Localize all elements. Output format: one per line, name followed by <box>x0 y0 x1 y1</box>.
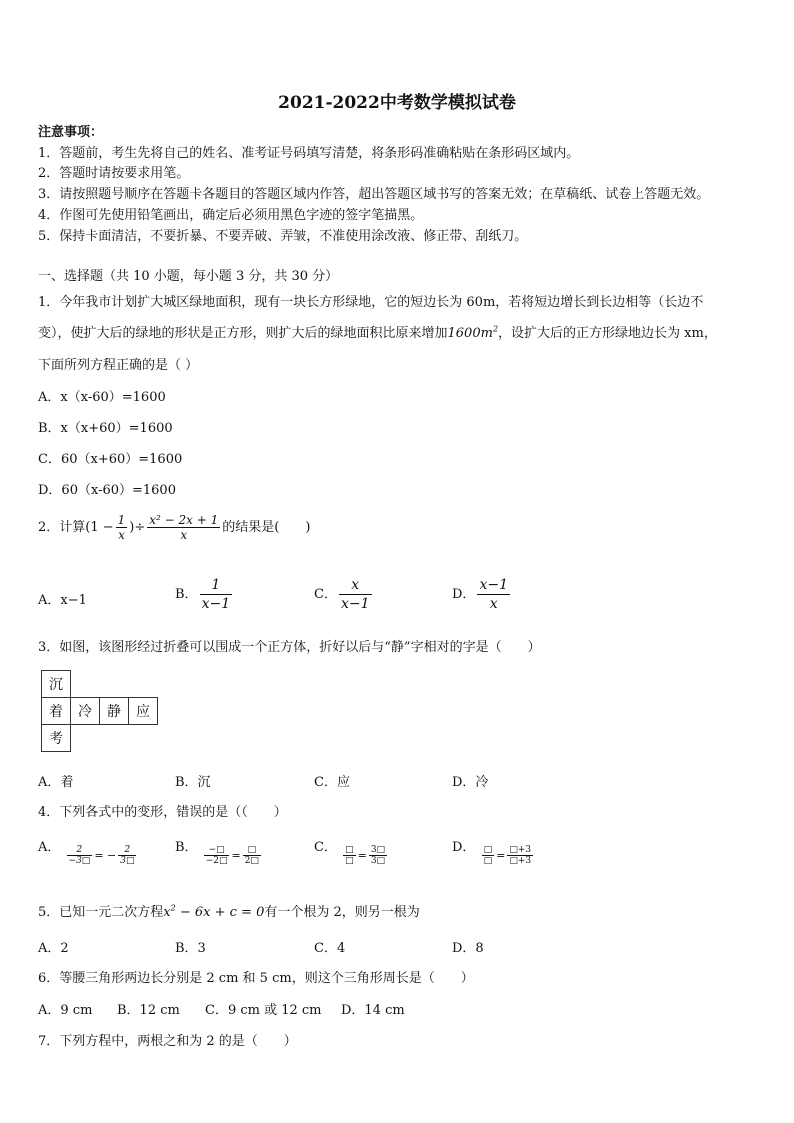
q2-option-d-fraction: $\frac{x-1}{x}$ <box>479 577 508 612</box>
q5-equation: $x^2 - 6x + c = 0$ <box>163 903 265 920</box>
q4-a-left-fraction: $\frac{2}{-3□}$ <box>68 845 91 866</box>
q2-option-a: A．x−1 <box>38 593 87 608</box>
page-title: 2021-2022中考数学模拟试卷 <box>278 93 516 113</box>
q6-option-a: A．9 cm <box>38 1003 93 1018</box>
q4-d-right-fraction: $\frac{□+3}{□+3}$ <box>509 845 532 866</box>
notice-item: 5．保持卡面清洁，不要折暴、不要弄破、弄皱，不准使用涂改液、修正带、刮纸刀。 <box>38 229 528 244</box>
q1-area-exponent: 2 <box>492 324 499 334</box>
q1-area-unit: m <box>480 326 493 341</box>
q7-stem: 7．下列方程中，两根之和为 2 的是（ ） <box>38 1034 297 1049</box>
q2-option-c: C． $\frac{x}{x-1}$ <box>314 577 370 612</box>
notice-item: 2．答题时请按要求用笔。 <box>38 166 190 181</box>
q1-area-number: 1600 <box>447 326 481 341</box>
q4-c-right-fraction: $\frac{3□}{3□}$ <box>370 845 386 866</box>
q1-line2-text: 变），使扩大后的绿地的形状是正方形，则扩大后的绿地面积比原来增加 <box>38 326 448 341</box>
section-heading: 一、选择题（共 10 小题，每小题 3 分，共 30 分） <box>38 269 339 284</box>
notice-item: 3．请按照题号顺序在答题卡各题目的答题区域内作答，超出答题区域书写的答案无效；在草稿纸、试卷上答题无效。 <box>38 187 710 202</box>
q4-a-right-fraction: $\frac{2}{3□}$ <box>120 845 135 866</box>
q2-option-b-fraction: $\frac{1}{x-1}$ <box>201 577 231 612</box>
q5-stem: 5．已知一元二次方程$x^2 - 6x + c = 0$有一个根为 2，则另一根为 <box>38 903 420 920</box>
net-cell: 着 <box>42 698 71 725</box>
q4-option-d: D． $\frac{□}{□}$ = $\frac{□+3}{□+3}$ <box>452 840 532 866</box>
q1-line2-text-b: ，设扩大后的正方形绿地边长为 xm， <box>498 326 717 341</box>
net-cell: 应 <box>129 698 158 725</box>
q4-c-left-fraction: $\frac{□}{□}$ <box>345 845 354 866</box>
q2-option-c-fraction: $\frac{x}{x-1}$ <box>340 577 370 612</box>
q3-option-b: B．沉 <box>175 775 211 790</box>
q5-option-b: B．3 <box>175 941 206 956</box>
q3-option-a: A．着 <box>38 775 74 790</box>
notice-item: 4．作图可先使用铅笔画出，确定后必须用黑色字迹的签字笔描黑。 <box>38 208 424 223</box>
q4-stem: 4．下列各式中的变形，错误的是（（ ） <box>38 805 287 820</box>
notice-heading: 注意事项： <box>38 125 104 140</box>
q2-option-b: B． $\frac{1}{x-1}$ <box>175 577 231 612</box>
q6-option-c: C．9 cm 或 12 cm <box>205 1003 322 1018</box>
q1-line1: 1．今年我市计划扩大城区绿地面积，现有一块长方形绿地，它的短边长为 60m，若将短边增长到长边相等（长边不 <box>38 295 704 310</box>
q4-d-left-fraction: $\frac{□}{□}$ <box>483 845 493 866</box>
net-cell: 静 <box>100 698 129 725</box>
q4-option-b: B． $\frac{-□}{-2□}$ = $\frac{□}{2□}$ <box>175 840 259 866</box>
q2-option-d: D． $\frac{x-1}{x}$ <box>452 577 508 612</box>
q4-option-a: A． $\frac{2}{-3□}$ = − $\frac{2}{3□}$ <box>38 840 135 866</box>
cube-net-figure <box>41 670 158 752</box>
q6-option-d: D．14 cm <box>341 1003 405 1018</box>
q1-option-d: D．60（x-60）=1600 <box>38 483 176 498</box>
q1-line2 <box>38 322 717 341</box>
q5-option-d: D．8 <box>452 941 484 956</box>
q1-option-a: A．x（x-60）=1600 <box>38 390 166 405</box>
q4-b-left-fraction: $\frac{-□}{-2□}$ <box>205 845 228 866</box>
q3-option-c: C．应 <box>314 775 350 790</box>
q2-open: (1 − <box>85 520 114 535</box>
q2-suffix: 的结果是( ) <box>222 520 311 535</box>
q1-line3: 下面所列方程正确的是（ ） <box>38 358 199 373</box>
q1-option-c: C．60（x+60）=1600 <box>38 452 183 467</box>
net-cell: 冷 <box>71 698 100 725</box>
q2-stem <box>38 513 310 542</box>
q3-option-d: D．冷 <box>452 775 489 790</box>
notice-item: 1．答题前，考生先将自己的姓名、准考证号码填写清楚，将条形码准确粘贴在条形码区域内。 <box>38 146 580 161</box>
q6-option-b: B．12 cm <box>117 1003 180 1018</box>
q1-option-b: B．x（x+60）=1600 <box>38 421 173 436</box>
q2-divide: )÷ <box>129 520 146 535</box>
q6-stem: 6．等腰三角形两边长分别是 2 cm 和 5 cm，则这个三角形周长是（ ） <box>38 971 474 986</box>
net-cell: 沉 <box>42 671 71 698</box>
q3-stem: 3．如图，该图形经过折叠可以围成一个正方体，折好以后与“静”字相对的字是（ ） <box>38 640 541 655</box>
q2-fraction-2: $\frac{\text{x² − 2x + 1}}{x}$ <box>149 513 219 542</box>
q4-option-c: C． $\frac{□}{□}$ = $\frac{3□}{3□}$ <box>314 840 386 866</box>
q4-b-right-fraction: $\frac{□}{2□}$ <box>244 845 259 866</box>
q5-option-a: A．2 <box>38 941 69 956</box>
q1-area <box>448 326 499 341</box>
net-cell: 考 <box>42 725 71 752</box>
q2-fraction-1: $\frac{1}{x}$ <box>117 513 126 542</box>
q2-prefix: 2．计算 <box>38 520 86 535</box>
q5-option-c: C．4 <box>314 941 346 956</box>
